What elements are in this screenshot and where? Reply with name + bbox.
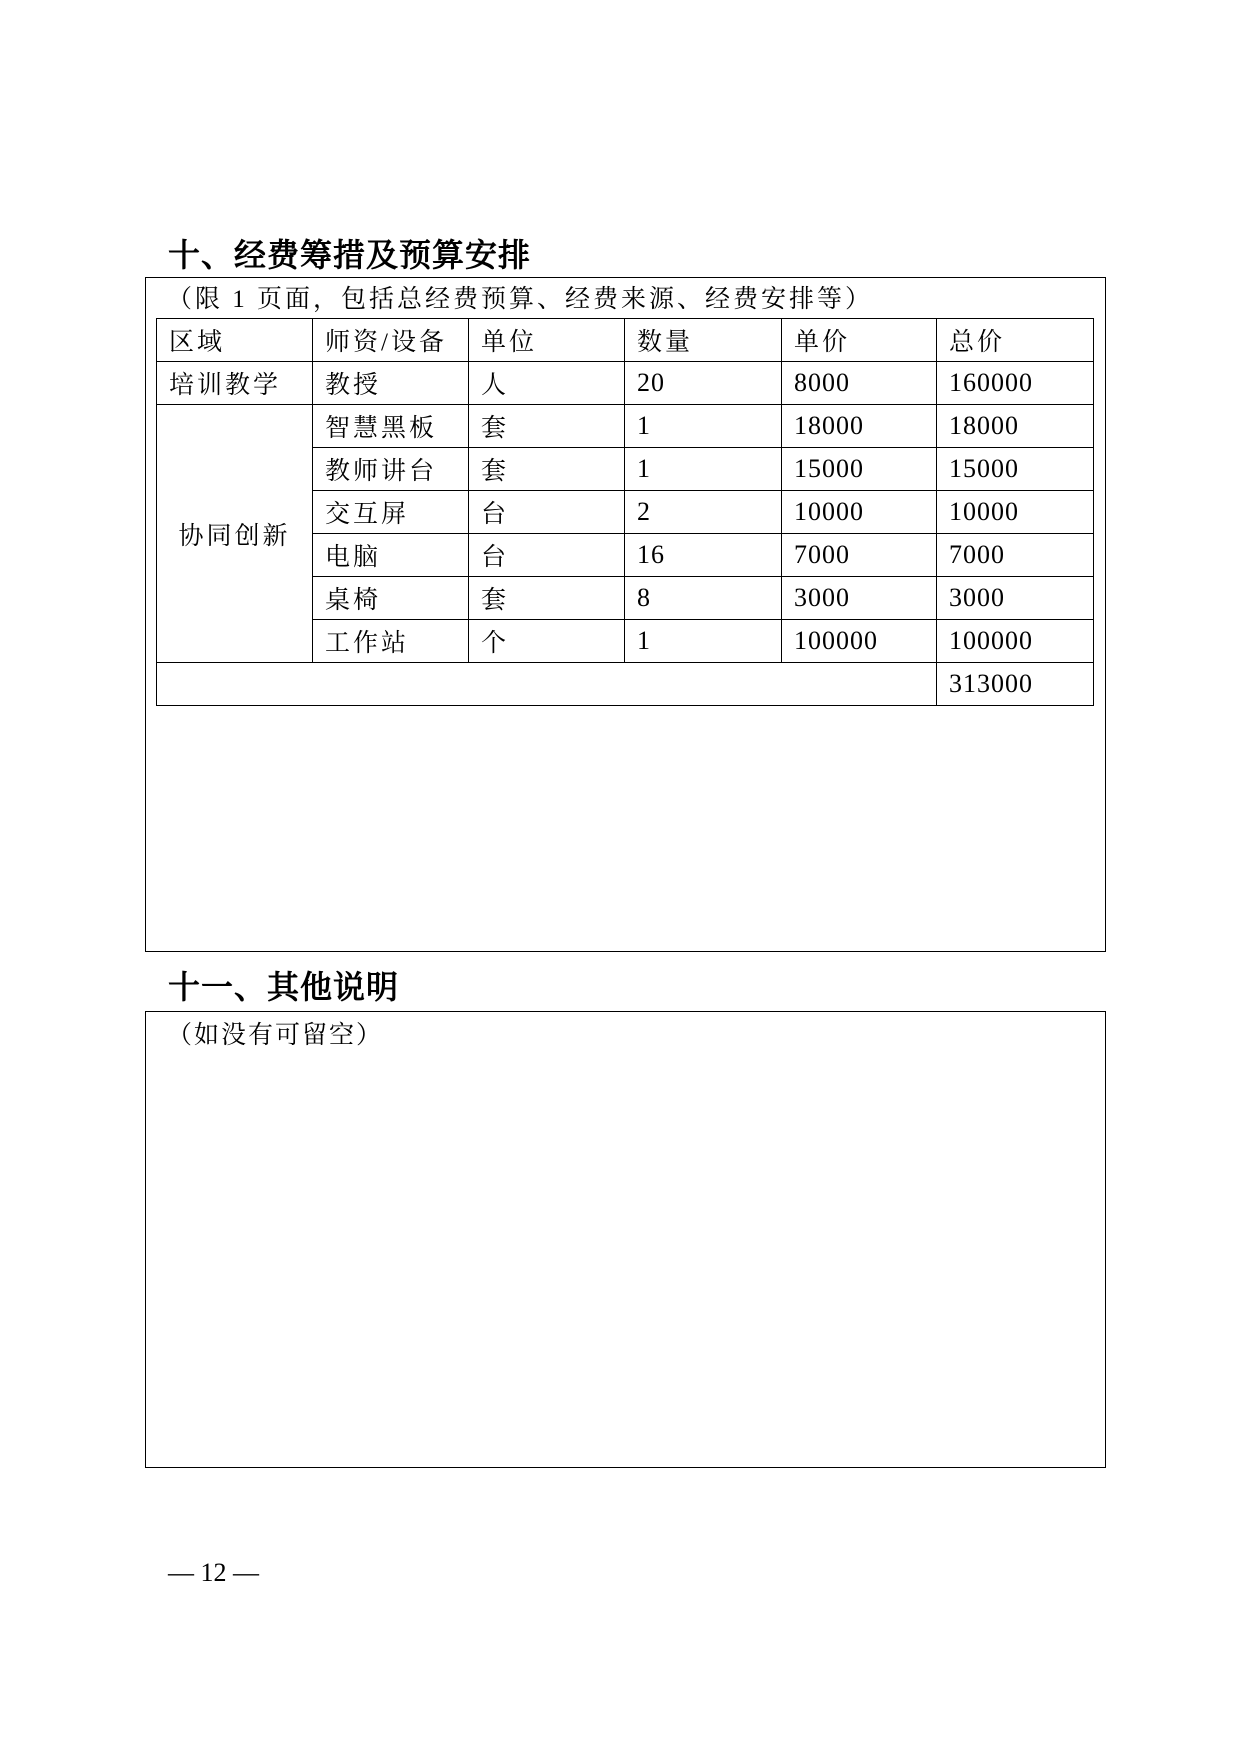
header-qty: 数量 <box>625 319 782 362</box>
cell-qty: 16 <box>625 534 782 577</box>
cell-item: 桌椅 <box>313 577 469 620</box>
cell-unit: 套 <box>469 405 625 448</box>
header-total: 总价 <box>937 319 1094 362</box>
budget-section-box <box>145 277 1106 952</box>
cell-total: 15000 <box>937 448 1094 491</box>
cell-price: 3000 <box>782 577 937 620</box>
cell-price: 100000 <box>782 620 937 663</box>
cell-qty: 20 <box>625 362 782 405</box>
header-item: 师资/设备 <box>313 319 469 362</box>
table-header-row <box>157 319 1094 362</box>
cell-total: 10000 <box>937 491 1094 534</box>
cell-price: 15000 <box>782 448 937 491</box>
cell-unit: 台 <box>469 534 625 577</box>
cell-total: 160000 <box>937 362 1094 405</box>
cell-qty: 2 <box>625 491 782 534</box>
cell-qty: 1 <box>625 620 782 663</box>
budget-section-note: （限 1 页面，包括总经费预算、经费来源、经费安排等） <box>167 286 874 313</box>
table-row <box>157 405 1094 448</box>
cell-item: 电脑 <box>313 534 469 577</box>
cell-price: 18000 <box>782 405 937 448</box>
header-area: 区域 <box>157 319 313 362</box>
table-total-row <box>157 663 1094 706</box>
cell-item: 智慧黑板 <box>313 405 469 448</box>
table-row <box>157 362 1094 405</box>
budget-section-title: 十、经费筹措及预算安排 <box>168 236 532 274</box>
cell-total: 7000 <box>937 534 1094 577</box>
cell-item: 交互屏 <box>313 491 469 534</box>
other-section-box <box>145 1011 1106 1468</box>
header-unit: 单位 <box>469 319 625 362</box>
cell-total: 18000 <box>937 405 1094 448</box>
cell-unit: 套 <box>469 448 625 491</box>
cell-price: 8000 <box>782 362 937 405</box>
cell-grand-total: 313000 <box>937 663 1094 706</box>
cell-price: 10000 <box>782 491 937 534</box>
budget-table <box>156 318 1094 706</box>
header-price: 单价 <box>782 319 937 362</box>
cell-unit: 个 <box>469 620 625 663</box>
cell-item: 教授 <box>313 362 469 405</box>
cell-qty: 1 <box>625 405 782 448</box>
cell-price: 7000 <box>782 534 937 577</box>
cell-unit: 套 <box>469 577 625 620</box>
cell-area: 培训教学 <box>157 362 313 405</box>
cell-total: 100000 <box>937 620 1094 663</box>
cell-unit: 台 <box>469 491 625 534</box>
cell-total: 3000 <box>937 577 1094 620</box>
other-section-title: 十一、其他说明 <box>168 968 400 1006</box>
cell-area-merged: 协同创新 <box>157 405 313 663</box>
cell-item: 教师讲台 <box>313 448 469 491</box>
cell-item: 工作站 <box>313 620 469 663</box>
cell-qty: 1 <box>625 448 782 491</box>
cell-qty: 8 <box>625 577 782 620</box>
page-number: — 12 — <box>168 1558 259 1587</box>
other-section-note: （如没有可留空） <box>167 1022 384 1049</box>
cell-total-blank <box>157 663 937 706</box>
cell-unit: 人 <box>469 362 625 405</box>
